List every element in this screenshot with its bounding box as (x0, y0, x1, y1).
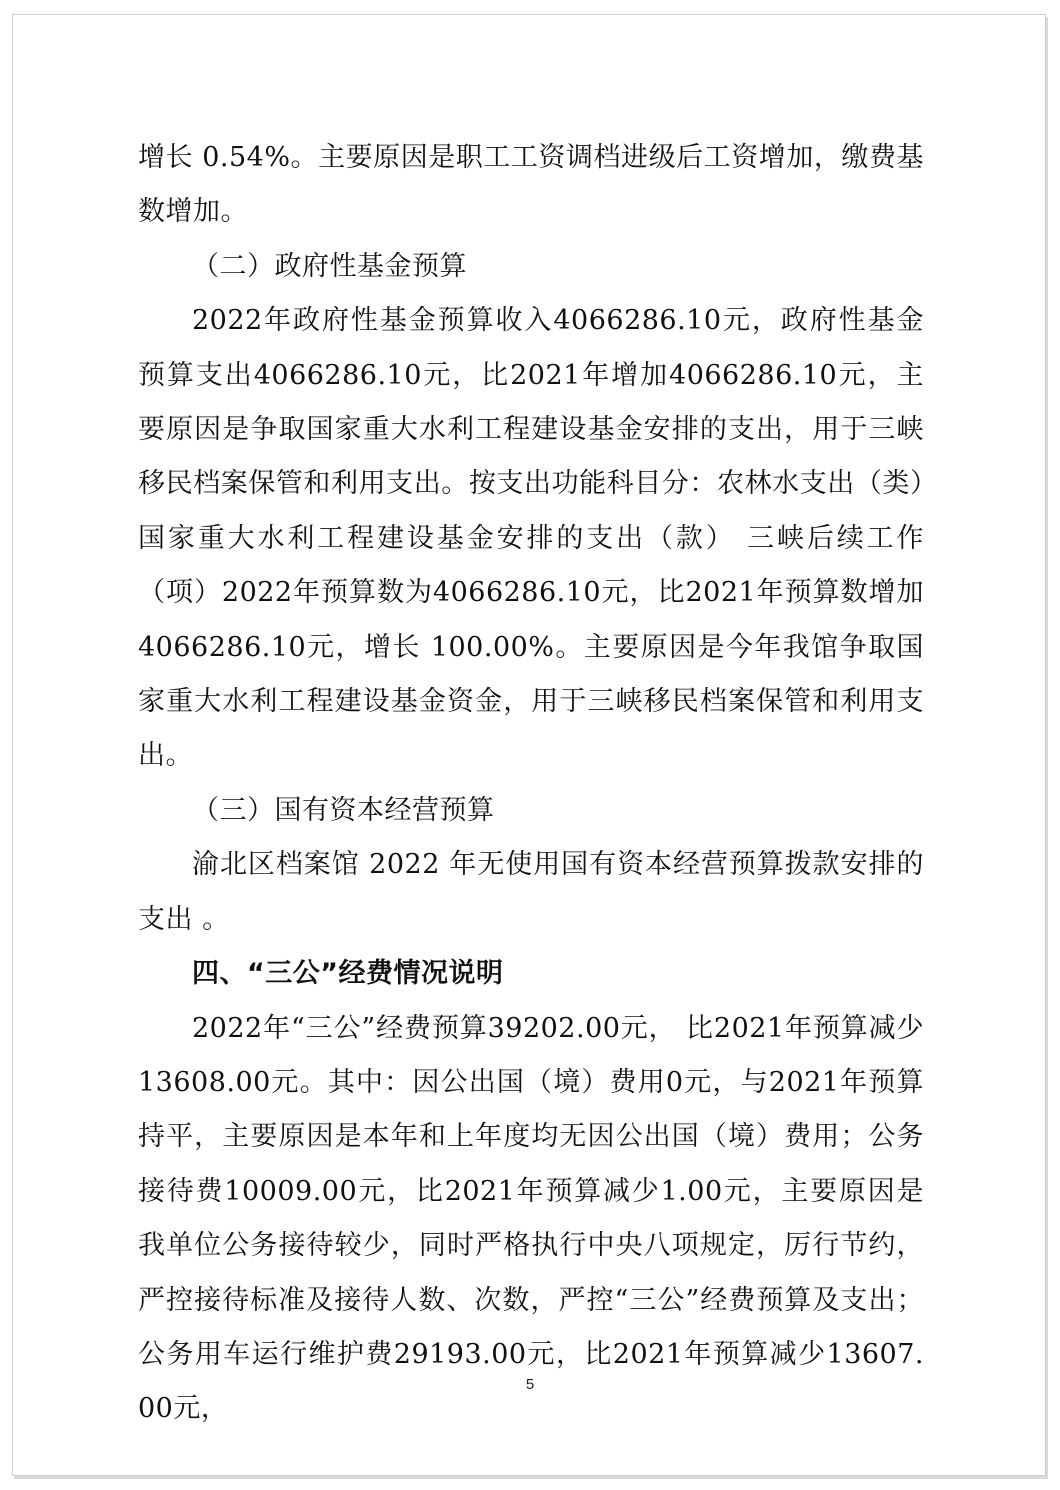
document-body (138, 131, 924, 1437)
paragraph-state-capital: 渝北区档案馆 2022 年无使用国有资本经营预算拨款安排的支出 。 (138, 849, 924, 935)
page-number: 5 (525, 1376, 535, 1393)
paragraph-continuation: 增长 0.54%。主要原因是职工工资调档进级后工资增加，缴费基数增加。 (138, 142, 924, 228)
section-heading-three-public: 四、“三公”经费情况说明 (192, 958, 504, 990)
section-heading-government-fund: （二）政府性基金预算 (192, 250, 467, 282)
section-heading-state-capital: （三）国有资本经营预算 (192, 794, 495, 826)
paragraph-government-fund: 2022年政府性基金预算收入4066286.10元，政府性基金预算支出4066286.10元，比2021年增加4066286.10元，主要原因是争取国家重大水利工程建设基金安排的支出，用于三峡移民档案保管和利用支出。按支出功能科目分：农林水支出（类）国家重大水利工程建设基金安排的支出（款） 三峡后续工作（项）2022年预算数为4066286.10元，比2021年预算数增加4066286.10元，增长 100.00%。主要原因是今年我馆争取国家重大水利工程建设基金资金，用于三峡移民档案保管和利用支出。 (138, 305, 924, 772)
paragraph-three-public: 2022年“三公”经费预算39202.00元， 比2021年预算减少13608.00元。其中：因公出国（境）费用0元，与2021年预算持平，主要原因是本年和上年度均无因公出国（境）费用；公务接待费10009.00元，比2021年预算减少1.00元，主要原因是我单位公务接待较少，同时严格执行中央八项规定，厉行节约，严控接待标准及接待人数、次数，严控“三公”经费预算及支出；公务用车运行维护费29193.00元，比2021年预算减少13607.00元， (138, 1012, 924, 1425)
